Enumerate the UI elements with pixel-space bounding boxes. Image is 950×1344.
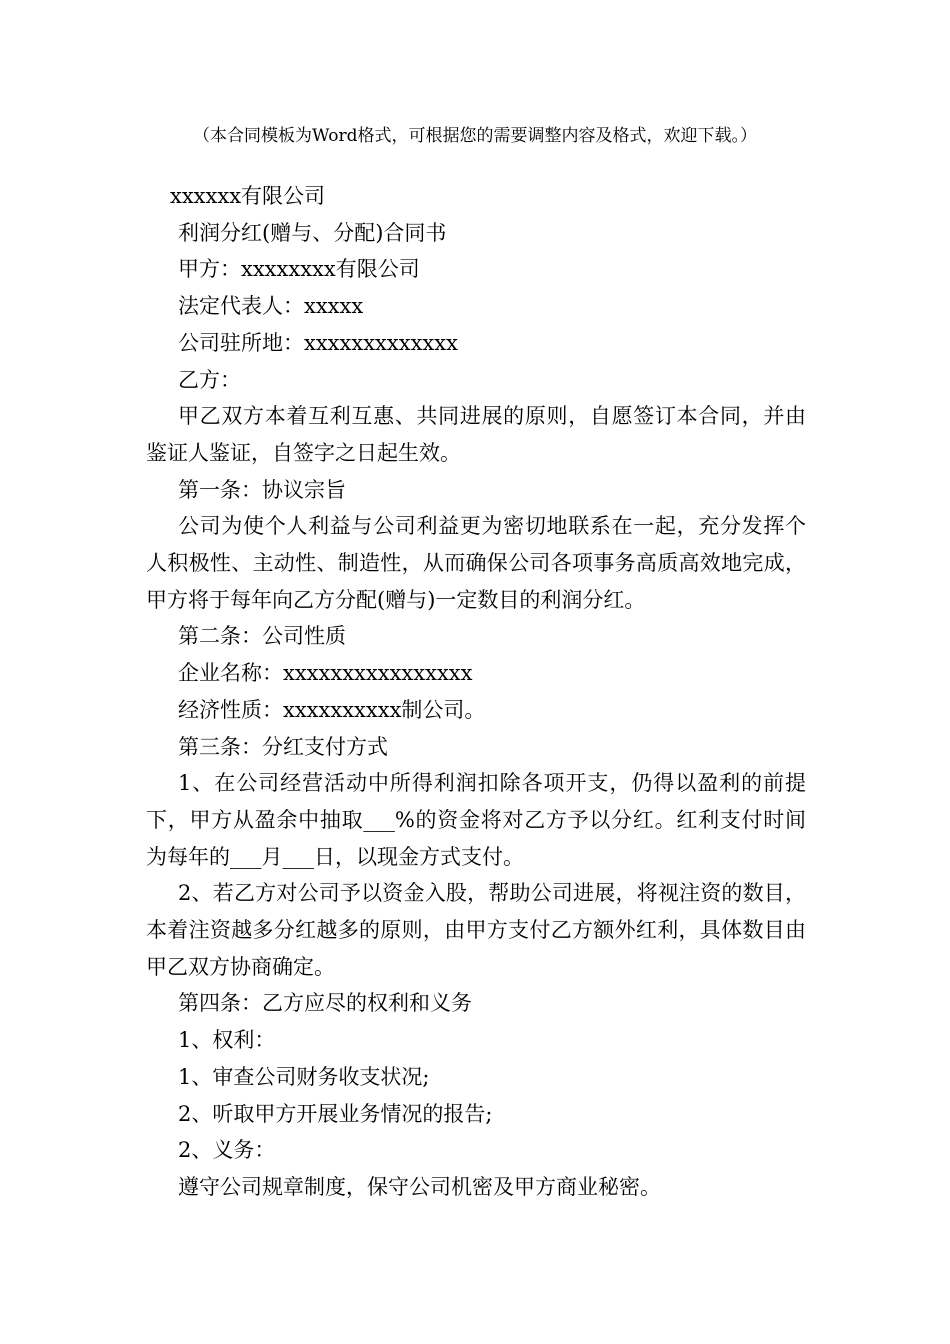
template-note: （本合同模板为Word格式，可根据您的需要调整内容及格式，欢迎下载。） [192,126,758,146]
party-a: 甲方：xxxxxxxx有限公司 [178,257,420,282]
article-3-clause-2: 2、若乙方对公司予以资金入股，帮助公司进展，将视注资的数目，本着注资越多分红越多的原则，由甲方支付乙方额外红利，具体数目由甲乙双方协商确定。 [146,881,806,979]
contract-body [146,178,806,1206]
rights-item-1: 1、审查公司财务收支状况; [178,1064,430,1089]
article-3-clause-1: 1、在公司经营活动中所得利润扣除各项开支，仍得以盈利的前提下，甲方从盈余中抽取___%的资金将对乙方予以分红。红利支付时间为每年的___月___日，以现金方式支付。 [146,771,806,869]
preamble-paragraph: 甲乙双方本着互利互惠、共同进展的原则，自愿签订本合同，并由鉴证人鉴证，自签字之日起生效。 [146,404,806,465]
economic-nature: 经济性质：xxxxxxxxxx制公司。 [178,697,486,722]
article-1-paragraph: 公司为使个人利益与公司利益更为密切地联系在一起，充分发挥个人积极性、主动性、制造性，从而确保公司各项事务高质高效地完成，甲方将于每年向乙方分配(赠与)一定数目的利润分红。 [146,514,806,612]
legal-representative: 法定代表人：xxxxx [178,294,364,319]
article-3-heading: 第三条：分红支付方式 [178,734,388,759]
obligations-text: 遵守公司规章制度，保守公司机密及甲方商业秘密。 [178,1174,661,1199]
company-name: xxxxxx有限公司 [170,184,326,208]
obligations-heading: 2、义务： [178,1138,276,1163]
company-address: 公司驻所地：xxxxxxxxxxxxx [178,330,458,355]
contract-title: 利润分红(赠与、分配)合同书 [178,220,447,245]
article-1-heading: 第一条：协议宗旨 [178,477,346,502]
party-b: 乙方： [178,367,241,392]
rights-heading: 1、权利： [178,1028,276,1053]
enterprise-name: 企业名称：xxxxxxxxxxxxxxxx [178,661,473,686]
rights-item-2: 2、听取甲方开展业务情况的报告; [178,1101,493,1126]
article-2-heading: 第二条：公司性质 [178,624,346,649]
article-4-heading: 第四条：乙方应尽的权利和义务 [178,991,472,1016]
